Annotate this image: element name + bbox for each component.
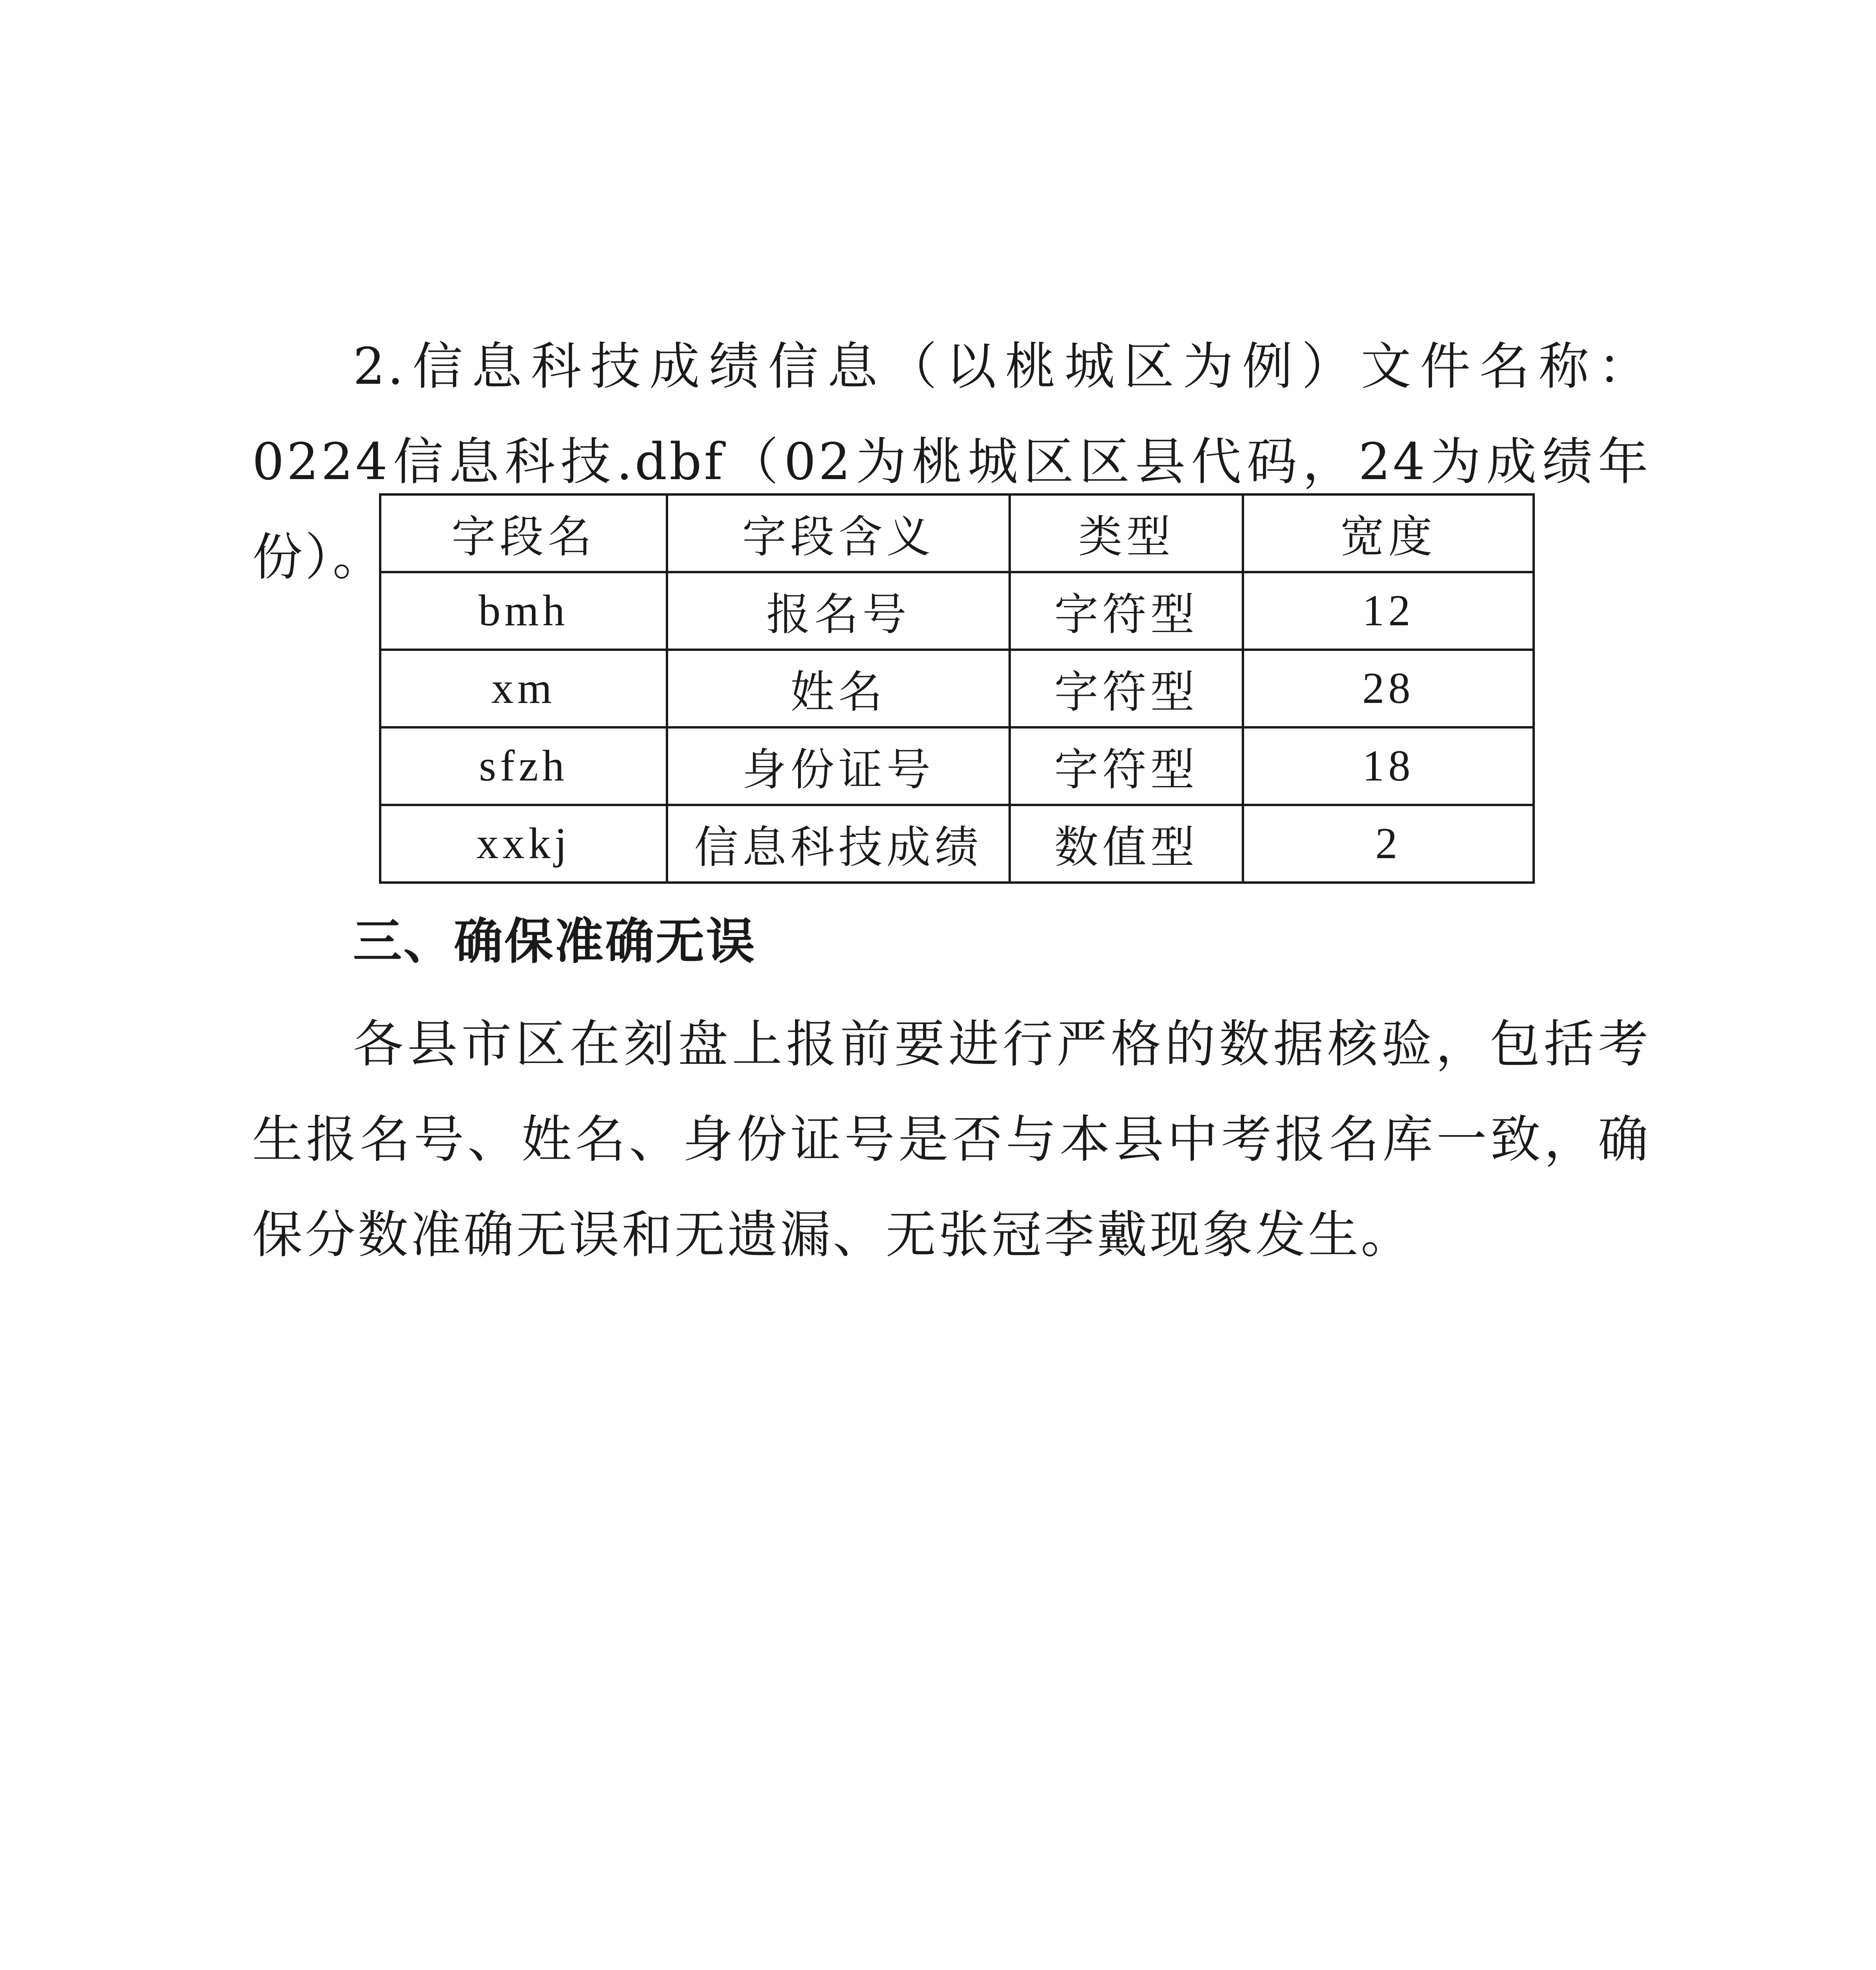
table-header-row xyxy=(380,494,1534,572)
cell-field-type: 字符型 xyxy=(1010,572,1243,650)
cell-field-width: 2 xyxy=(1243,805,1534,883)
cell-field-meaning: 报名号 xyxy=(667,572,1010,650)
cell-field-name: xxkj xyxy=(380,805,667,883)
cell-field-width: 28 xyxy=(1243,650,1534,727)
cell-field-width: 12 xyxy=(1243,572,1534,650)
cell-field-name: xm xyxy=(380,650,667,727)
body-paragraph: 各县市区在刻盘上报前要进行严格的数据核验，包括考生报名号、姓名、身份证号是否与本县中考报名库一致，确保分数准确无误和无遗漏、无张冠李戴现象发生。 xyxy=(252,1015,1651,1264)
header-field-name: 字段名 xyxy=(380,494,667,572)
cell-field-meaning: 信息科技成绩 xyxy=(667,805,1010,883)
cell-field-width: 18 xyxy=(1243,727,1534,805)
table-row xyxy=(380,727,1534,805)
section-item-paragraph: 2.信息科技成绩信息（以桃城区为例）文件名称：0224信息科技.dbf（02为桃城区区县代码，24为成绩年份）。 xyxy=(252,337,1651,587)
table-row xyxy=(380,805,1534,883)
cell-field-type: 数值型 xyxy=(1010,805,1243,883)
cell-field-meaning: 身份证号 xyxy=(667,727,1010,805)
cell-field-meaning: 姓名 xyxy=(667,650,1010,727)
cell-field-name: bmh xyxy=(380,572,667,650)
section-heading: 三、确保准确无误 xyxy=(353,913,757,970)
cell-field-name: sfzh xyxy=(380,727,667,805)
header-field-width: 宽度 xyxy=(1243,494,1534,572)
table-row xyxy=(380,572,1534,650)
field-table-container xyxy=(379,493,1535,884)
header-field-type: 类型 xyxy=(1010,494,1243,572)
header-field-meaning: 字段含义 xyxy=(667,494,1010,572)
table-row xyxy=(380,650,1534,727)
cell-field-type: 字符型 xyxy=(1010,727,1243,805)
field-definition-table xyxy=(379,493,1535,884)
cell-field-type: 字符型 xyxy=(1010,650,1243,727)
